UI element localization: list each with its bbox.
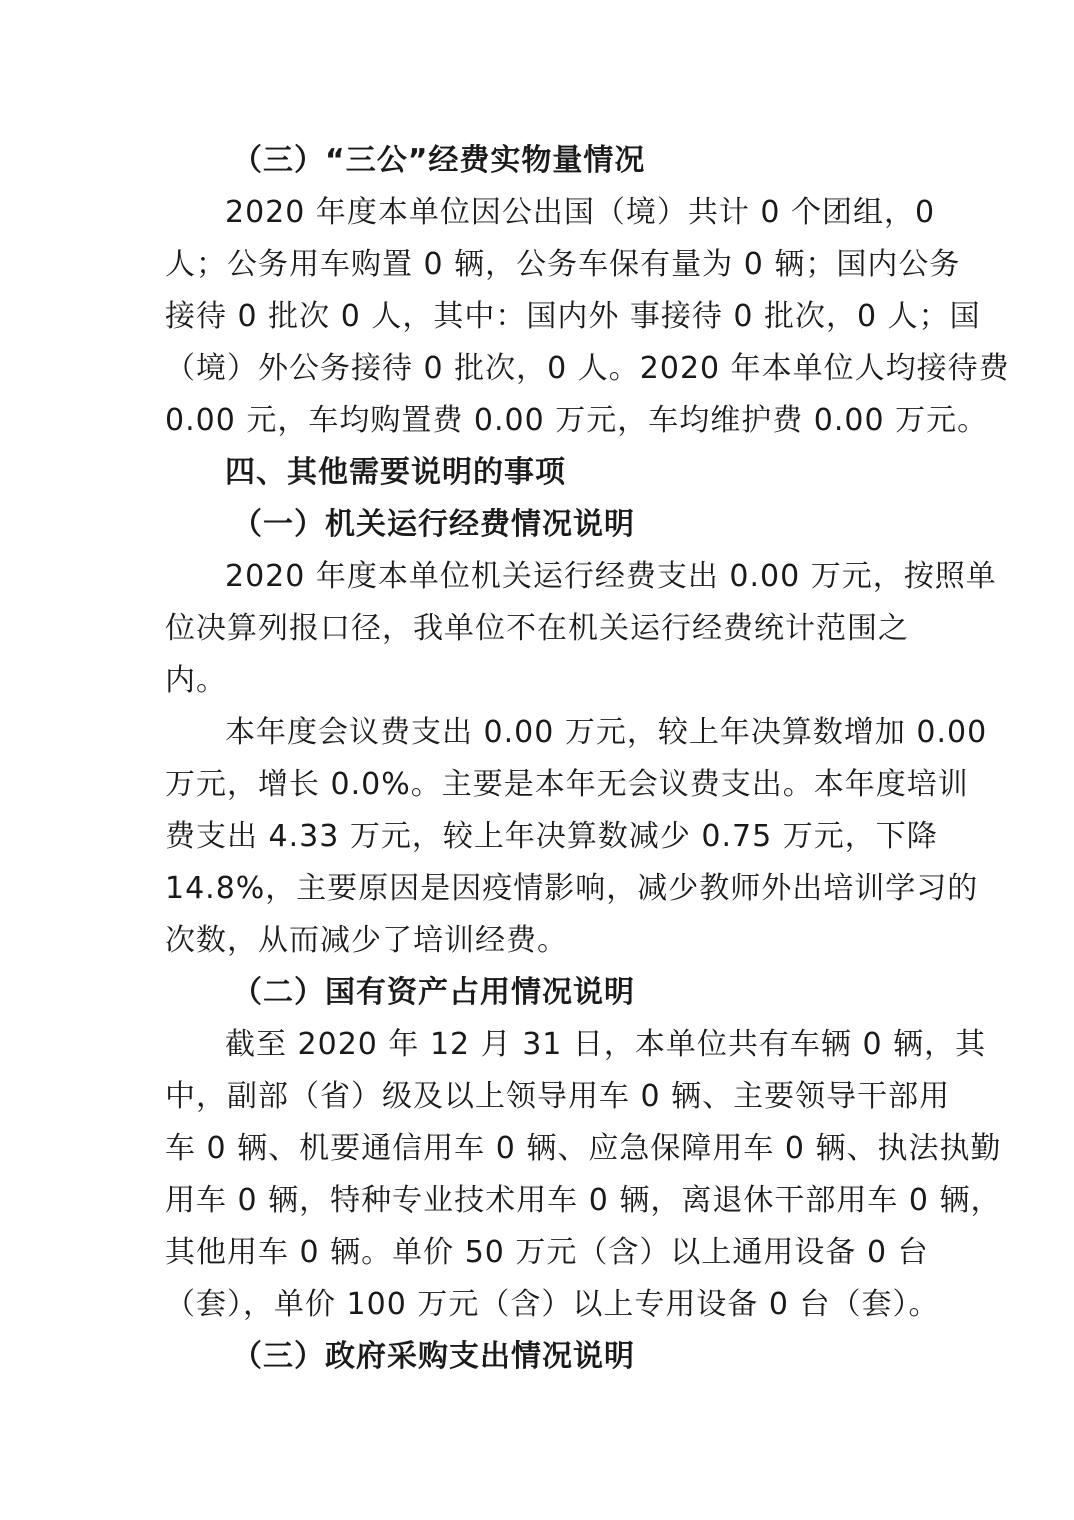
text-line: 万元，增长 0.0%。主要是本年无会议费支出。本年度培训 (165, 767, 969, 802)
text-line: 用车 0 辆，特种专业技术用车 0 辆，离退休干部用车 0 辆， (165, 1183, 1002, 1218)
text-line: （境）外公务接待 0 批次，0 人。2020 年本单位人均接待费 (165, 351, 1010, 386)
text-line: 0.00 元，车均购置费 0.00 万元，车均维护费 0.00 万元。 (165, 403, 989, 438)
heading-operating-funds: （一）机关运行经费情况说明 (232, 507, 635, 542)
heading-official-material: （三）“三公”经费实物量情况 (232, 143, 646, 178)
text-line: 本年度会议费支出 0.00 万元，较上年决算数增加 0.00 (225, 715, 988, 750)
text-line: 其他用车 0 辆。单价 50 万元（含）以上通用设备 0 台 (165, 1235, 929, 1270)
text-line: 2020 年度本单位因公出国（境）共计 0 个团组，0 (225, 195, 936, 230)
text-line: 截至 2020 年 12 月 31 日，本单位共有车辆 0 辆，其 (225, 1027, 987, 1062)
text-line: 接待 0 批次 0 人，其中：国内外 事接待 0 批次，0 人；国 (165, 299, 981, 334)
text-line: 内。 (165, 663, 227, 698)
text-line: 次数，从而减少了培训经费。 (165, 923, 568, 958)
heading-state-assets: （二）国有资产占用情况说明 (232, 975, 635, 1010)
text-line: 车 0 辆、机要通信用车 0 辆、应急保障用车 0 辆、执法执勤 (165, 1131, 1002, 1166)
text-line: 中，副部（省）级及以上领导用车 0 辆、主要领导干部用 (165, 1079, 951, 1114)
text-line: 2020 年度本单位机关运行经费支出 0.00 万元，按照单 (225, 559, 997, 594)
text-line: 费支出 4.33 万元，较上年决算数减少 0.75 万元，下降 (165, 819, 938, 854)
text-line: （套），单价 100 万元（含）以上专用设备 0 台（套）。 (165, 1287, 940, 1322)
text-line: 14.8%，主要原因是因疫情影响，减少教师外出培训学习的 (165, 871, 979, 906)
heading-procurement: （三）政府采购支出情况说明 (232, 1339, 635, 1374)
text-line: 位决算列报口径，我单位不在机关运行经费统计范围之 (165, 611, 909, 646)
text-line: 人；公务用车购置 0 辆，公务车保有量为 0 辆；国内公务 (165, 247, 961, 282)
heading-other-matters: 四、其他需要说明的事项 (225, 455, 566, 490)
